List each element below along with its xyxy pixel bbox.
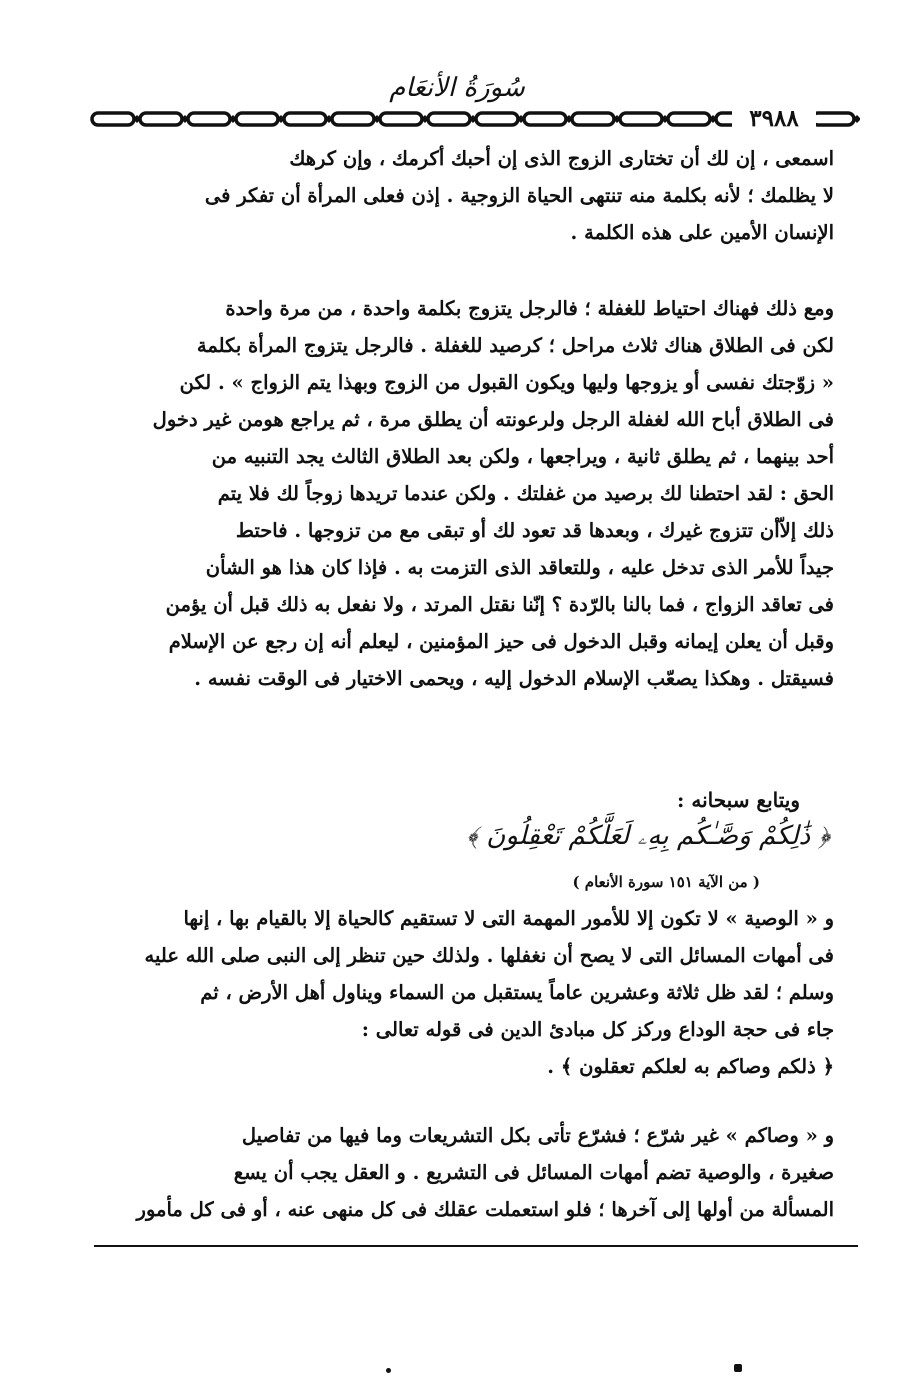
chain-link — [476, 113, 518, 125]
chain-link — [140, 113, 182, 125]
chain-link — [188, 113, 230, 125]
text-line: فسيقتل . وهكذا يصعّب الإسلام الدخول إليه ، ويحمى الاختيار فى الوقت نفسه . — [194, 667, 834, 690]
chain-link — [92, 113, 134, 125]
text-line: أحد بينهما ، ثم يطلق ثانية ، ويراجعها ، ولكن بعد الطلاق الثالث يجد التنبيه من — [211, 445, 834, 468]
chain-link — [380, 113, 422, 125]
text-line: و « وصاكم » غير شرّع ؛ فشرّع تأتى بكل التشريعات وما فيها من تفاصيل — [241, 1124, 834, 1147]
text-line: صغيرة ، والوصية تضم أمهات المسائل فى التشريع . و العقل يجب أن يسع — [233, 1161, 834, 1184]
chain-link — [812, 113, 854, 125]
text-line: لا يظلمك ؛ لأنه بكلمة منه تنتهى الحياة الزوجية . إذن فعلى المرأة أن تفكر فى — [204, 184, 834, 207]
text-line: و « الوصية » لا تكون إلا للأمور المهمة التى لا تستقيم كالحياة إلا بالقيام بها ، إنها — [183, 907, 834, 930]
text-line: الإنسان الأمين على هذه الكلمة . — [570, 221, 834, 244]
text-line: فى الطلاق أباح الله لغفلة الرجل ولرعونته أن يطلق مرة ، ثم يراجع هومن غير دخول — [152, 408, 834, 431]
chain-link — [668, 113, 710, 125]
chain-link — [524, 113, 566, 125]
chain-link — [572, 113, 614, 125]
bottom-mark — [734, 1364, 742, 1372]
text-line: فى أمهات المسائل التى لا يصح أن نغفلها . ولذلك حين تنظر إلى النبى صلى الله عليه — [144, 944, 834, 967]
text-line: جاء فى حجة الوداع وركز كل مبادئ الدين فى قوله تعالى : — [361, 1018, 834, 1041]
paragraph-1 — [104, 140, 834, 251]
text-line: المسألة من أولها إلى آخرها ؛ فلو استعملت عقلك فى كل منهى عنه ، أو فى كل مأمور — [136, 1198, 834, 1221]
page-number: ٣٩٨٨ — [732, 104, 816, 134]
text-line: جيداً للأمر الذى تدخل عليه ، وللتعاقد الذى التزمت به . فإذا كان هذا هو الشأن — [205, 556, 834, 579]
surah-title: سُورَةُ الأنعَام — [389, 73, 525, 103]
chain-link — [236, 113, 278, 125]
text-line: ﴿ ذلكم وصاكم به لعلكم تعقلون ﴾ . — [547, 1055, 834, 1078]
verse-intro: ويتابع سبحانه : — [677, 788, 800, 812]
text-line: اسمعى ، إن لك أن تختارى الزوج الذى إن أحبك أكرمك ، وإن كرهك — [289, 147, 834, 170]
paragraph-4 — [104, 1117, 834, 1228]
text-line: وقبل أن يعلن إيمانه وقبل الدخول فى حيز المؤمنين ، ليعلم أنه إن رجع عن الإسلام — [168, 630, 834, 653]
footer-rule — [94, 1245, 858, 1247]
chain-link — [428, 113, 470, 125]
text-line: ومع ذلك فهناك احتياط للغفلة ؛ فالرجل يتزوج بكلمة واحدة ، من مرة واحدة — [225, 297, 834, 320]
text-line: الحق : لقد احتطنا لك برصيد من غفلتك . ولكن عندما تريدها زوجاً لك فلا يتم — [217, 482, 834, 505]
chain-link — [284, 113, 326, 125]
text-line: وسلم ؛ لقد ظل ثلاثة وعشرين عاماً يستقبل من السماء ويناول أهل الأرض ، ثم — [200, 981, 834, 1004]
text-line: « زوّجتك نفسى أو يزوجها وليها ويكون القبول من الزوج وبهذا يتم الزواج » . لكن — [179, 371, 834, 394]
chain-link — [332, 113, 374, 125]
text-line: لكن فى الطلاق هناك ثلاث مراحل ؛ كرصيد للغفلة . فالرجل يتزوج المرأة بكلمة — [196, 334, 834, 357]
quran-verse: ﴿ ذَٰلِكُمْ وَصَّـٰكُم بِهِۦ لَعَلَّكُمْ تَعْقِلُونَ ﴾ — [466, 821, 830, 851]
paragraph-3 — [104, 900, 834, 1085]
paragraph-2 — [104, 290, 834, 697]
text-line: ذلك إلاّأن تتزوج غيرك ، وبعدها قد تعود لك أو تبقى مع من تزوجها . فاحتط — [235, 519, 834, 542]
bottom-mark — [386, 1368, 391, 1373]
text-line: فى تعاقد الزواج ، فما بالنا بالرّدة ؟ إنّنا نقتل المرتد ، ولا نفعل به ذلك قبل أن يؤمن — [165, 593, 834, 616]
verse-source-reference: ( من الآية ١٥١ سورة الأنعام ) — [572, 873, 760, 891]
chain-link — [620, 113, 662, 125]
